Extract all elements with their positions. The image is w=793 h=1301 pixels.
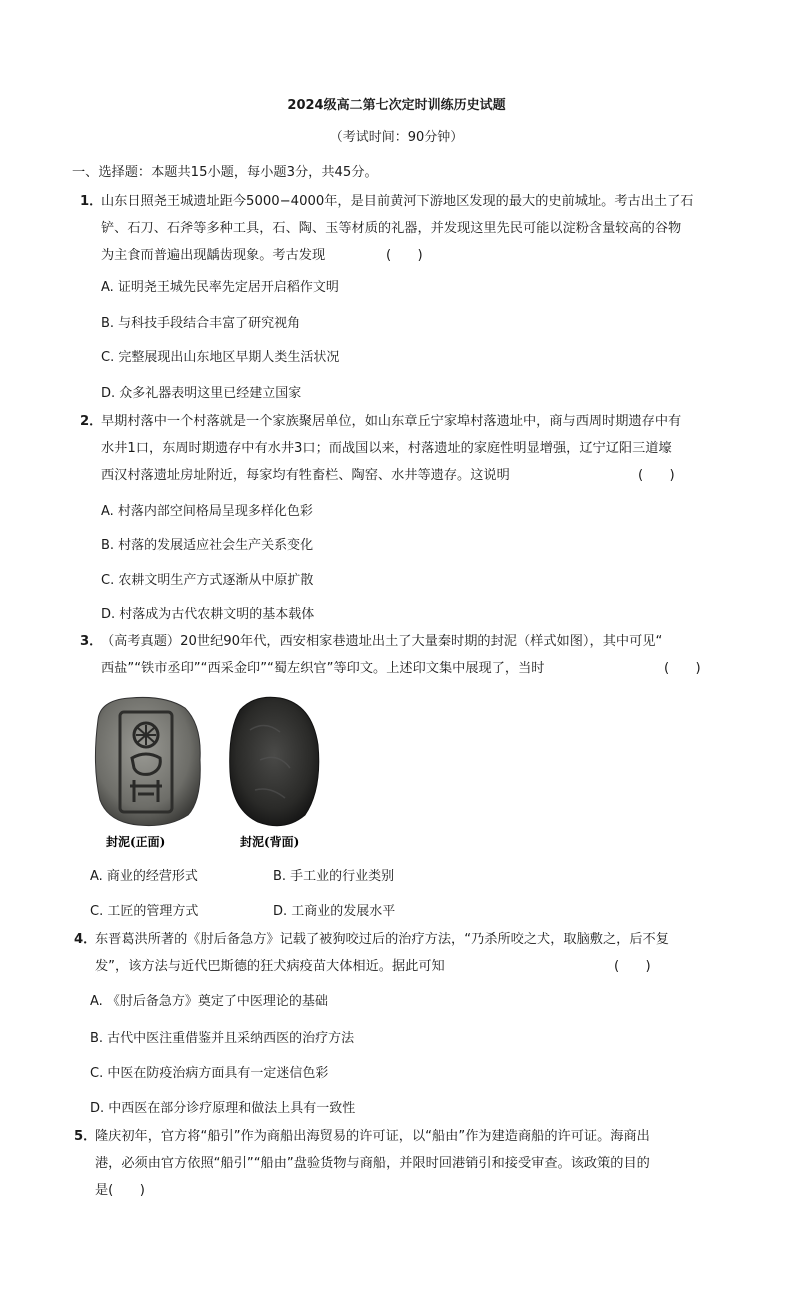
- clay-seal-figure: [90, 690, 330, 850]
- option-b: B. 手工业的行业类别: [273, 869, 395, 884]
- exam-duration: （考试时间：90分钟）: [329, 130, 464, 145]
- answer-bracket: ( ): [614, 959, 651, 974]
- question-number: 1．: [80, 194, 103, 209]
- question-text-line: （高考真题）20世纪90年代，西安相家巷遗址出土了大量秦时期的封泥（样式如图），其中可见“: [101, 634, 663, 649]
- option-c: C. 中医在防疫治病方面具有一定迷信色彩: [90, 1066, 329, 1081]
- option-b: B. 古代中医注重借鉴并且采纳西医的治疗方法: [90, 1031, 355, 1046]
- question-text-line: 西盐”“铁市丞印”“西采金印”“蜀左织官”等印文。上述印文集中展现了，当时: [101, 661, 545, 676]
- seal-back-image: [230, 697, 319, 826]
- option-b: B. 与科技手段结合丰富了研究视角: [101, 316, 301, 331]
- answer-bracket: ( ): [386, 248, 423, 263]
- question-number: 5．: [74, 1129, 97, 1144]
- question-text-line: 山东日照尧王城遗址距今5000−4000年，是目前黄河下游地区发现的最大的史前城址。考古出土了石: [101, 194, 694, 209]
- caption-back: 封泥(背面): [240, 835, 300, 849]
- question-text-line: 为主食而普遍出现龋齿现象。考古发现: [101, 248, 326, 263]
- answer-bracket: ( ): [664, 661, 701, 676]
- option-c: C. 工匠的管理方式: [90, 904, 199, 919]
- question-number: 2．: [80, 414, 103, 429]
- question-number: 4．: [74, 932, 97, 947]
- question-text-line: 铲、石刀、石斧等多种工具，石、陶、玉等材质的礼器，并发现这里先民可能以淀粉含量较高的谷物: [101, 221, 682, 236]
- question-text-line: 发”，该方法与近代巴斯德的狂犬病疫苗大体相近。据此可知: [95, 959, 445, 974]
- section-heading: 一、选择题：本题共15小题，每小题3分，共45分。: [72, 165, 378, 180]
- question-number: 3．: [80, 634, 103, 649]
- option-b: B. 村落的发展适应社会生产关系变化: [101, 538, 314, 553]
- caption-front: 封泥(正面): [106, 835, 166, 849]
- question-text-line: 西汉村落遗址房址附近，每家均有牲畜栏、陶窑、水井等遗存。这说明: [101, 468, 510, 483]
- option-a: A. 村落内部空间格局呈现多样化色彩: [101, 504, 313, 519]
- option-c: C. 农耕文明生产方式逐渐从中原扩散: [101, 573, 314, 588]
- option-c: C. 完整展现出山东地区早期人类生活状况: [101, 350, 340, 365]
- question-text-line: 水井1口，东周时期遗存中有水井3口；而战国以来，村落遗址的家庭性明显增强，辽宁辽阳三道壕: [101, 441, 672, 456]
- seal-front-image: [95, 697, 200, 825]
- option-d: D. 中西医在部分诊疗原理和做法上具有一致性: [90, 1101, 356, 1116]
- option-d: D. 村落成为古代农耕文明的基本载体: [101, 607, 315, 622]
- option-d: D. 工商业的发展水平: [273, 904, 396, 919]
- option-a: A. 《肘后备急方》奠定了中医理论的基础: [90, 994, 328, 1009]
- question-text-line: 东晋葛洪所著的《肘后备急方》记载了被狗咬过后的治疗方法，“乃杀所咬之犬，取脑敷之，后不复: [95, 932, 669, 947]
- option-a: A. 证明尧王城先民率先定居开启稻作文明: [101, 280, 339, 295]
- answer-bracket: ( ): [638, 468, 675, 483]
- option-d: D. 众多礼器表明这里已经建立国家: [101, 386, 302, 401]
- option-a: A. 商业的经营形式: [90, 869, 198, 884]
- question-text-line: 早期村落中一个村落就是一个家族聚居单位，如山东章丘宁家埠村落遗址中，商与西周时期遗存中有: [101, 414, 682, 429]
- page-title: 2024级高二第七次定时训练历史试题: [287, 98, 506, 113]
- question-text-line: 隆庆初年，官方将“船引”作为商船出海贸易的许可证，以“船由”作为建造商船的许可证。海商出: [95, 1129, 650, 1144]
- question-text-line: 港，必须由官方依照“船引”“船由”盘验货物与商船，并限时回港销引和接受审查。该政策的目的: [95, 1156, 650, 1171]
- question-text-line: 是( ): [95, 1183, 145, 1198]
